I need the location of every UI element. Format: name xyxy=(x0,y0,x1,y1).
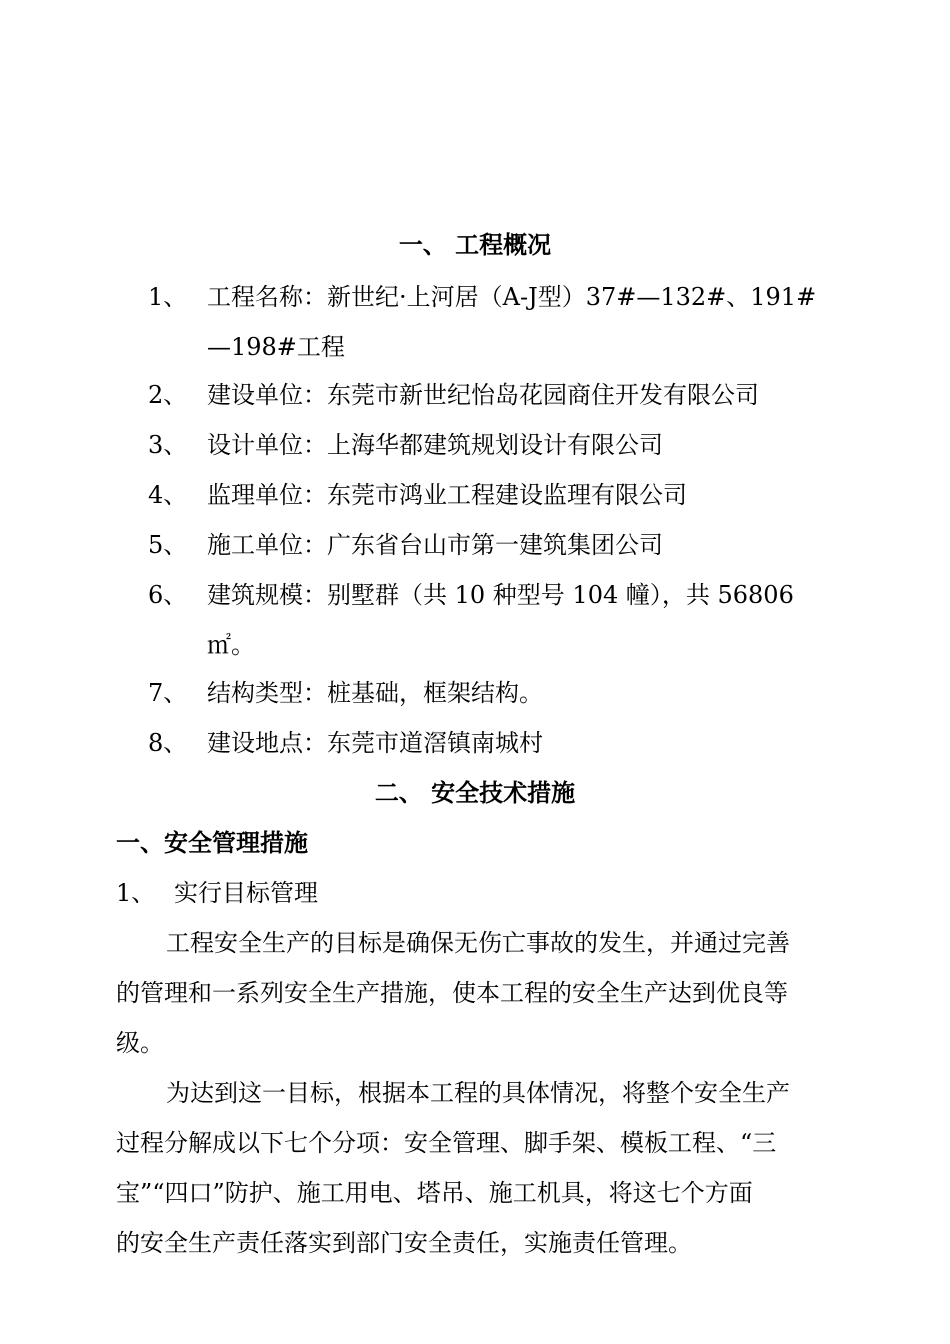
list-number: 3、 xyxy=(148,431,188,459)
list-number: 4、 xyxy=(148,481,188,509)
list-text-continuation: —198#工程 xyxy=(207,333,345,361)
paragraph-text: 级。 xyxy=(116,1029,164,1057)
section-heading-overview: 一、 工程概况 xyxy=(398,231,552,259)
paragraph-text: 的管理和一系列安全生产措施，使本工程的安全生产达到优良等 xyxy=(116,979,788,1007)
list-number: 1、 xyxy=(116,879,156,907)
list-text-continuation: ㎡。 xyxy=(207,631,255,659)
list-number: 8、 xyxy=(148,729,188,757)
list-number: 1、 xyxy=(148,283,188,311)
list-text: 建筑规模：别墅群（共 10 种型号 104 幢），共 56806 xyxy=(207,581,794,609)
list-text: 实行目标管理 xyxy=(174,879,318,907)
section-heading-safety: 二、 安全技术措施 xyxy=(374,779,576,807)
paragraph-text: 过程分解成以下七个分项：安全管理、脚手架、模板工程、“三 xyxy=(116,1129,777,1157)
list-number: 7、 xyxy=(148,679,188,707)
list-text: 监理单位：东莞市鸿业工程建设监理有限公司 xyxy=(207,481,687,509)
list-text: 施工单位：广东省台山市第一建筑集团公司 xyxy=(207,531,663,559)
list-number: 2、 xyxy=(148,381,188,409)
list-text: 建设单位：东莞市新世纪怡岛花园商住开发有限公司 xyxy=(207,381,759,409)
subsection-heading-text: 一、安全管理措施 xyxy=(116,829,308,857)
paragraph-text: 为达到这一目标，根据本工程的具体情况，将整个安全生产 xyxy=(166,1079,790,1107)
paragraph-text: 的安全生产责任落实到部门安全责任，实施责任管理。 xyxy=(116,1229,692,1257)
list-number: 6、 xyxy=(148,581,188,609)
list-text: 建设地点：东莞市道滘镇南城村 xyxy=(207,729,543,757)
paragraph-text: 工程安全生产的目标是确保无伤亡事故的发生，并通过完善 xyxy=(166,929,790,957)
list-number: 5、 xyxy=(148,531,188,559)
list-text: 工程名称：新世纪·上河居（A-J型）37#—132#、191# xyxy=(207,283,817,311)
paragraph-text: 宝”“四口”防护、施工用电、塔吊、施工机具，将这七个方面 xyxy=(116,1179,753,1207)
list-text: 设计单位：上海华都建筑规划设计有限公司 xyxy=(207,431,663,459)
list-text: 结构类型：桩基础，框架结构。 xyxy=(207,679,543,707)
